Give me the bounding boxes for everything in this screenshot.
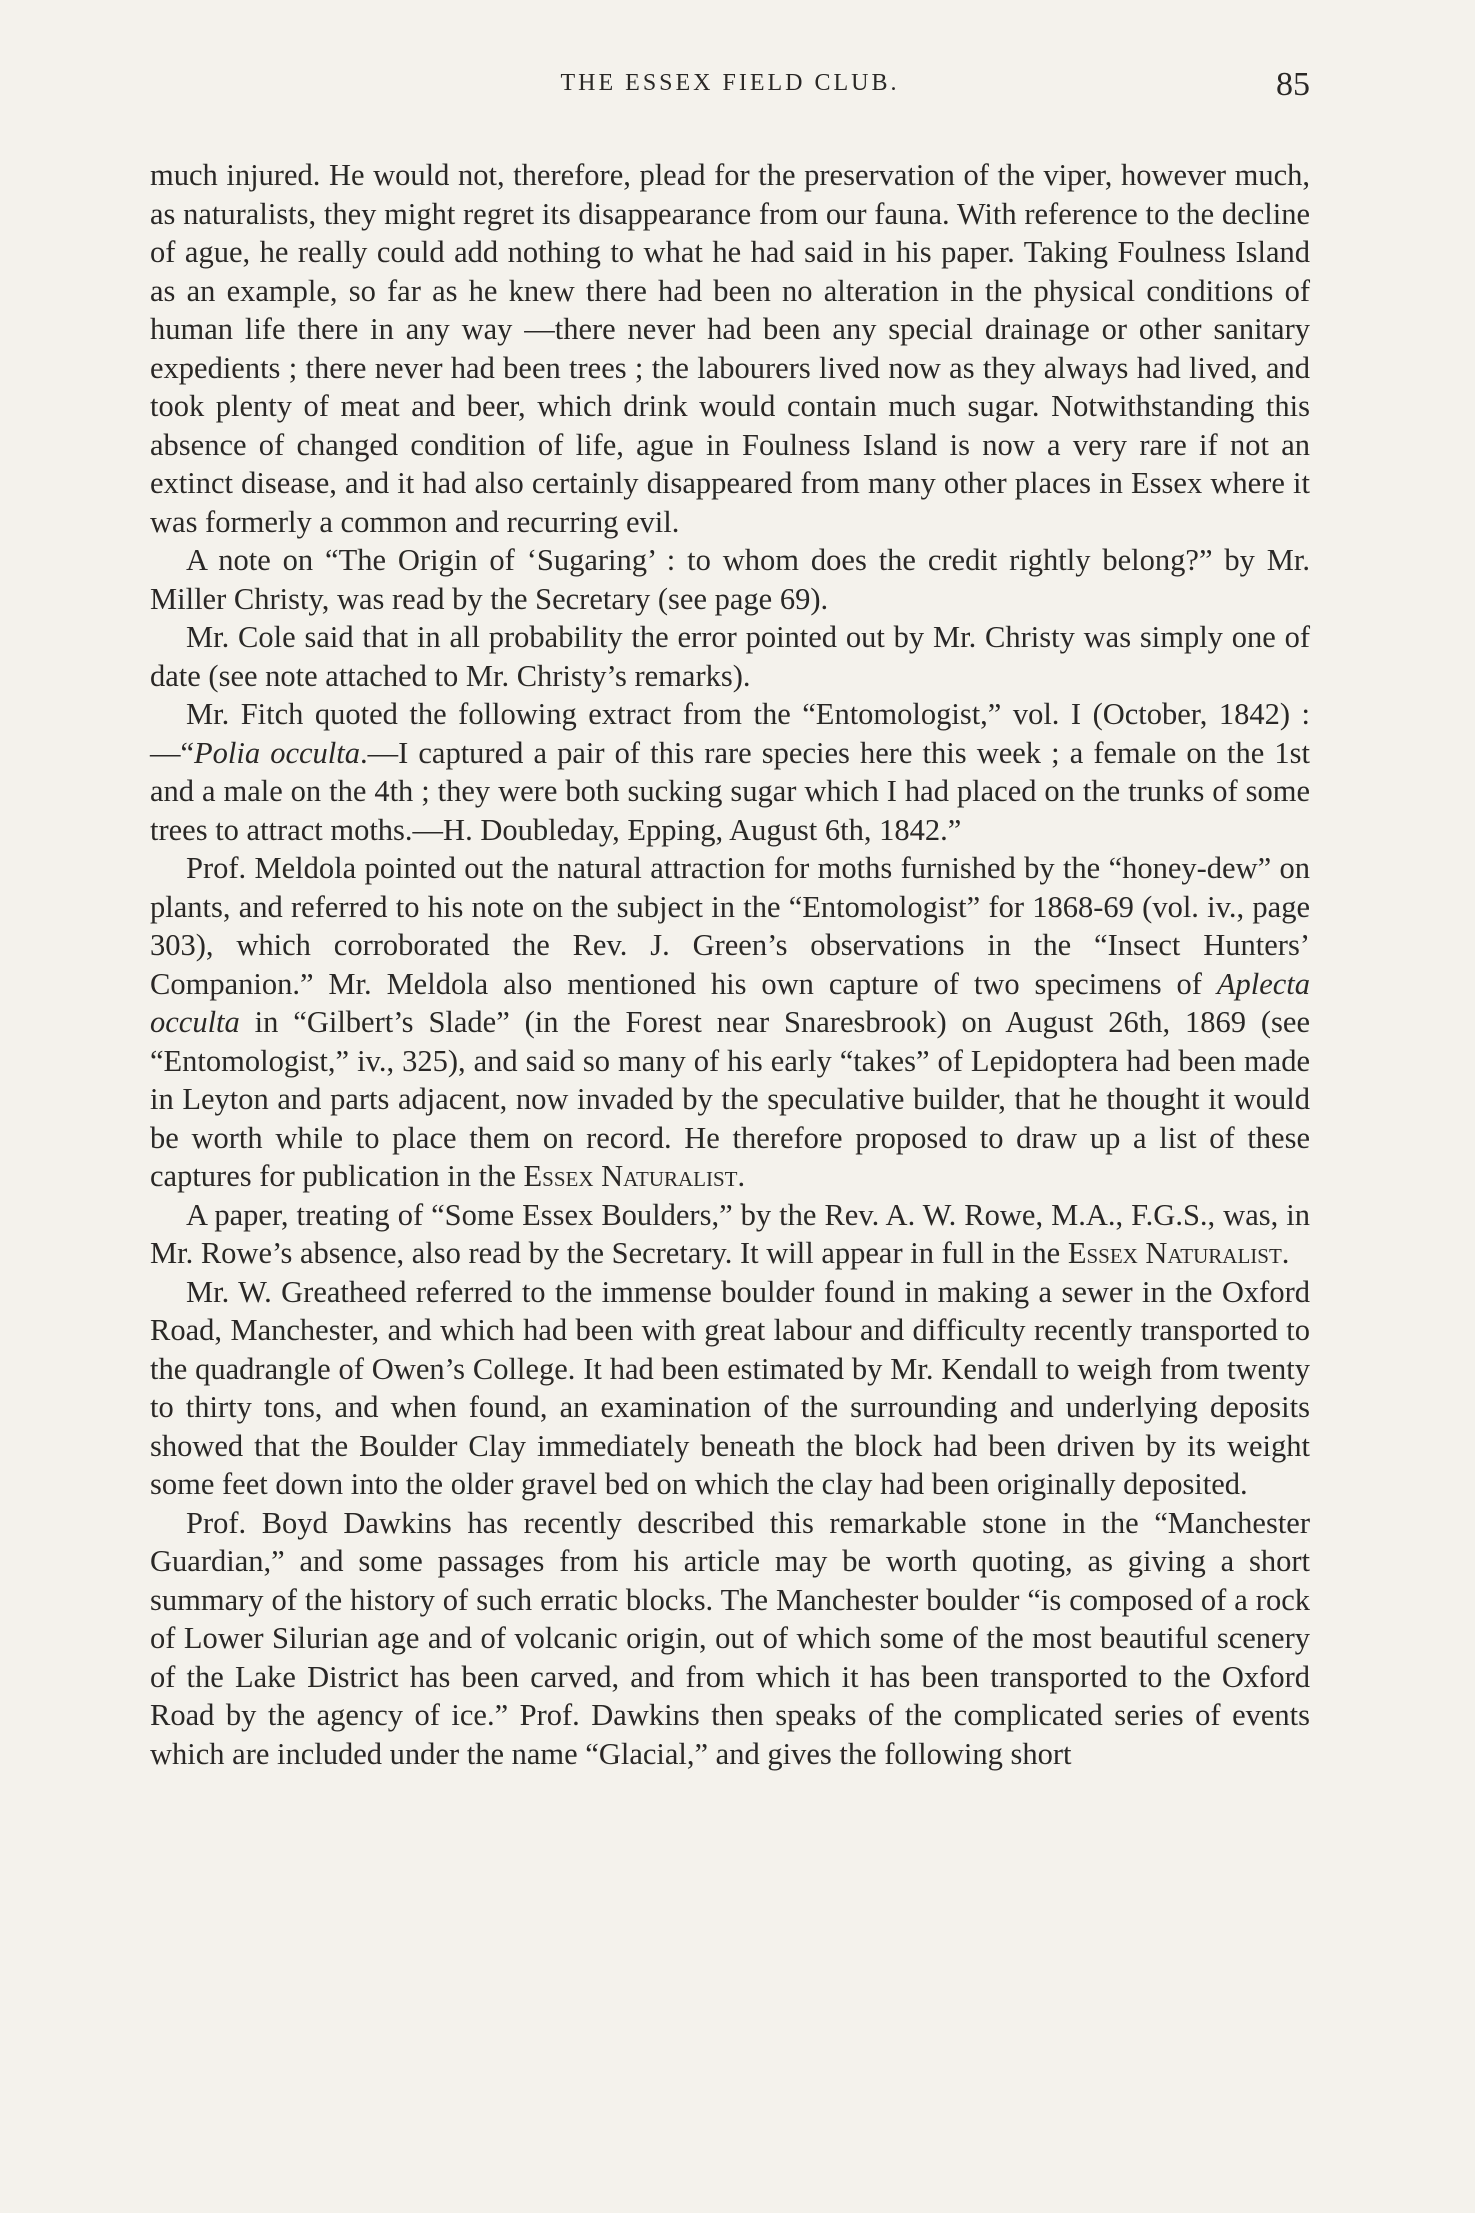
paragraph-4-text-a: Mr. Fitch quoted the following extract from the “Entomologist,” vol. I (October, 1842) :—“ (150, 697, 1310, 770)
page-header (150, 62, 1310, 122)
paragraph-5 (150, 849, 1310, 1196)
paragraph-6 (150, 1196, 1310, 1273)
journal-name-essex-naturalist: Essex Naturalist (523, 1159, 738, 1193)
paragraph-6-text: A paper, treating of “Some Essex Boulders,” by the Rev. A. W. Rowe, M.A., F.G.S., was, in Mr. Rowe’s absence, also read by the Secretary. It will appear in full in the (150, 1197, 1310, 1270)
species-name-aplecta-occulta: Aplecta occulta (150, 966, 1310, 1039)
paragraph-1: much injured. He would not, therefore, plead for the preservation of the viper, however much, as naturalists, they might regret its disappearance from our fauna. With reference to the decline of ague, he really could add nothing to what he had said in his paper. Taking Foulness Island as an example, so far as he knew there had been no alteration in the physical conditions of human life there in any way —there never had been any special drainage or other sanitary expedients ; there never had been trees ; the labourers lived now as they always had lived, and took plenty of meat and beer, which drink would contain much sugar. Notwithstanding this absence of changed condition of life, ague in Foulness Island is now a very rare if not an extinct disease, and it had also certainly disappeared from many other places in Essex where it was formerly a common and recurring evil. (150, 158, 1310, 539)
body-text (150, 156, 1310, 1773)
paragraph-6-end: . (1281, 1236, 1290, 1270)
paragraph-4-text-b: .—I captured a pair of this rare species here this week ; a female on the 1st and a male on the 4th ; they were both sucking sugar which I had placed on the trunks of some trees to attract moths.—H. Doubleday, Epping, August 6th, 1842.” (150, 735, 1310, 847)
running-title: THE ESSEX FIELD CLUB. (560, 70, 900, 96)
paragraph-5-text-a: Prof. Meldola pointed out the natural attraction for moths furnished by the “honey-dew” on plants, and referred to his note on the subject in the “Entomologist” for 1868-69 (vol. iv., page 303), which corroborated the Rev. J. Green’s observations in the “Insect Hunters’ Companion.” Mr. Meldola also mentioned his own capture of two specimens of (150, 851, 1310, 1001)
paragraph-2: A note on “The Origin of ‘Sugaring’ : to whom does the credit rightly belong?” by Mr. Miller Christy, was read by the Secretary (see page 69). (150, 543, 1310, 616)
journal-name-essex-naturalist: Essex Naturalist (1067, 1236, 1282, 1270)
paragraph-7: Mr. W. Greatheed referred to the immense boulder found in making a sewer in the Oxford Road, Manchester, and which had been with great labour and difficulty recently transported to the quadrangle of Owen’s College. It had been estimated by Mr. Kendall to weigh from twenty to thirty tons, and when found, an examination of the surrounding and underlying deposits showed that the Boulder Clay immediately beneath the block had been driven by its weight some feet down into the older gravel bed on which the clay had been originally deposited. (150, 1274, 1310, 1501)
paragraph-4 (150, 695, 1310, 849)
paragraph-5-end: . (737, 1159, 746, 1193)
paragraph-8: Prof. Boyd Dawkins has recently described this remarkable stone in the “Manchester Guardian,” and some passages from his article may be worth quoting, as giving a short summary of the history of such erratic blocks. The Manchester boulder “is composed of a rock of Lower Silurian age and of volcanic origin, out of which some of the most beautiful scenery of the Lake District has been carved, and from which it has been transported to the Oxford Road by the agency of ice.” Prof. Dawkins then speaks of the complicated series of events which are included under the name “Glacial,” and gives the following short (150, 1505, 1310, 1771)
species-name-polia-occulta: Polia occulta (194, 735, 360, 770)
paragraph-3: Mr. Cole said that in all probability the error pointed out by Mr. Christy was simply one of date (see note attached to Mr. Christy’s remarks). (150, 620, 1310, 693)
page-number: 85 (1276, 66, 1310, 103)
paragraph-5-text-b: in “Gilbert’s Slade” (in the Forest near Snaresbrook) on August 26th, 1869 (see “Entomologist,” iv., 325), and said so many of his early “takes” of Lepidoptera had been made in Leyton and parts adjacent, now invaded by the speculative builder, that he thought it would be worth while to place them on record. He therefore proposed to draw up a list of these captures for publication in the (150, 1005, 1310, 1193)
